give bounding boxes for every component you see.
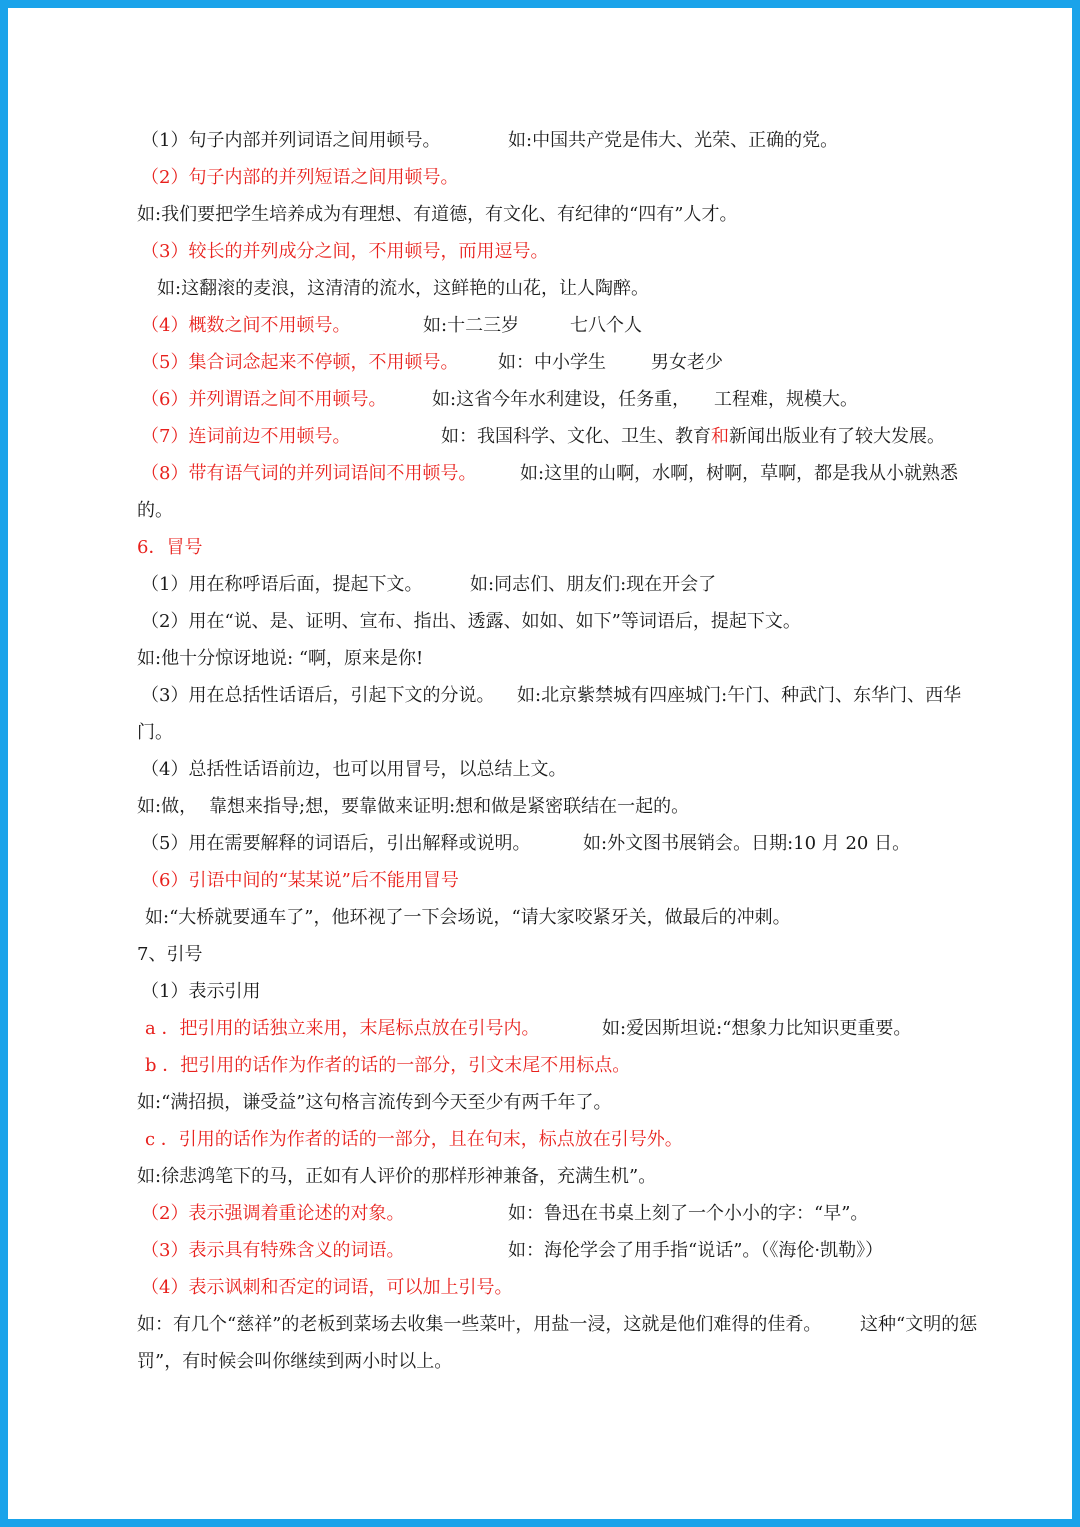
text-segment: （8）带有语气词的并列词语间不用顿号。 [141,463,477,484]
text-segment: （2）用在“说、是、证明、宣布、指出、透露、如如、如下”等词语后，提起下文。 [141,611,801,632]
text-segment: （1）句子内部并列词语之间用顿号。 [141,130,441,151]
text-segment: （2）表示强调着重论述的对象。 [141,1203,405,1224]
text-segment: b ．把引用的话作为作者的话的一部分，引文末尾不用标点。 [145,1055,631,1076]
text-segment: 如:中国共产党是伟大、光荣、正确的党。 [508,130,839,151]
text-segment: （1）用在称呼语后面，提起下文。 [141,574,423,595]
text-segment: 如:外文图书展销会。日期:10 月 20 日。 [583,833,911,854]
text-segment: c ．引用的话作为作者的话的一部分，且在句末，标点放在引号外。 [145,1129,683,1150]
text-segment: （3）较长的并列成分之间，不用顿号，而用逗号。 [141,241,549,262]
text-segment: （6）并列谓语之间不用顿号。 [141,389,387,410]
text-segment: 如：海伦学会了用手指“说话”。（《海伦·凯勒》） [508,1240,884,1261]
text-segment: （4）总括性话语前边，也可以用冒号，以总结上文。 [141,759,567,780]
text-segment: （4）表示讽刺和否定的词语，可以加上引号。 [141,1277,513,1298]
text-segment: 工程难，规模大。 [714,389,858,410]
text-segment: 门。 [137,722,173,743]
text-segment: （5）用在需要解释的词语后，引出解释或说明。 [141,833,531,854]
text-segment: （3）用在总括性话语后，引起下文的分说。 [141,685,495,706]
text-segment: 如:这里的山啊，水啊，树啊，草啊，都是我从小就熟悉 [520,463,959,484]
text-segment: （6）引语中间的“某某说”后不能用冒号 [141,870,459,891]
text-segment: 如：中小学生 [498,352,606,373]
text-segment: （5）集合词念起来不停顿，不用顿号。 [141,352,459,373]
text-segment: 如:做， [137,796,198,817]
text-segment: 如:“满招损，谦受益”这句格言流传到今天至少有两千年了。 [137,1092,612,1113]
text-segment: 7、引号 [137,944,203,965]
text-segment: （4）概数之间不用顿号。 [141,315,351,336]
text-segment: 如:爱因斯坦说:“想象力比知识更重要。 [602,1018,912,1039]
text-segment: （2）句子内部的并列短语之间用顿号。 [141,167,459,188]
text-segment: 如:这省今年水利建设，任务重， [432,389,691,410]
text-segment: 靠想来指导;想，要靠做来证明:想和做是紧密联结在一起的。 [209,796,690,817]
text-segment: 如:他十分惊讶地说: “啊，原来是你! [137,648,424,669]
text-segment: 如:同志们、朋友们:现在开会了 [470,574,717,595]
text-segment: 男女老少 [651,352,723,373]
text-segment: 如:十二三岁 [423,315,520,336]
text-segment: （3）表示具有特殊含义的词语。 [141,1240,405,1261]
text-segment: 这种“文明的惩 [860,1314,978,1335]
text-segment: 如:这翻滚的麦浪，这清清的流水，这鲜艳的山花，让人陶醉。 [157,278,650,299]
text-segment: 如:徐悲鸿笔下的马，正如有人评价的那样形神兼备，充满生机”。 [137,1166,657,1187]
text-segment: 如：鲁迅在书桌上刻了一个小小的字：“早”。 [508,1203,869,1224]
text-segment: a ．把引用的话独立来用，末尾标点放在引号内。 [145,1018,540,1039]
text-segment: （7）连词前边不用顿号。 [141,426,351,447]
text-segment: 新闻出版业有了较大发展。 [729,426,945,447]
text-segment: 如:“大桥就要通车了”，他环视了一下会场说，“请大家咬紧牙关，做最后的冲刺。 [145,907,791,928]
text-segment: 如：有几个“慈祥”的老板到菜场去收集一些菜叶，用盐一浸，这就是他们难得的佳肴。 [137,1314,822,1335]
text-segment: 如：我国科学、文化、卫生、教育 [441,426,711,447]
text-segment: 罚”，有时候会叫你继续到两小时以上。 [137,1351,453,1372]
text-segment: 的。 [137,500,173,521]
text-segment: （1）表示引用 [141,981,261,1002]
text-segment: 和 [711,426,729,447]
text-segment: 七八个人 [570,315,642,336]
text-segment: 如:我们要把学生培养成为有理想、有道德，有文化、有纪律的“四有”人才。 [137,204,738,225]
text-segment: 如:北京紫禁城有四座城门:午门、种武门、东华门、西华 [517,685,962,706]
text-segment: 6．冒号 [137,537,203,558]
